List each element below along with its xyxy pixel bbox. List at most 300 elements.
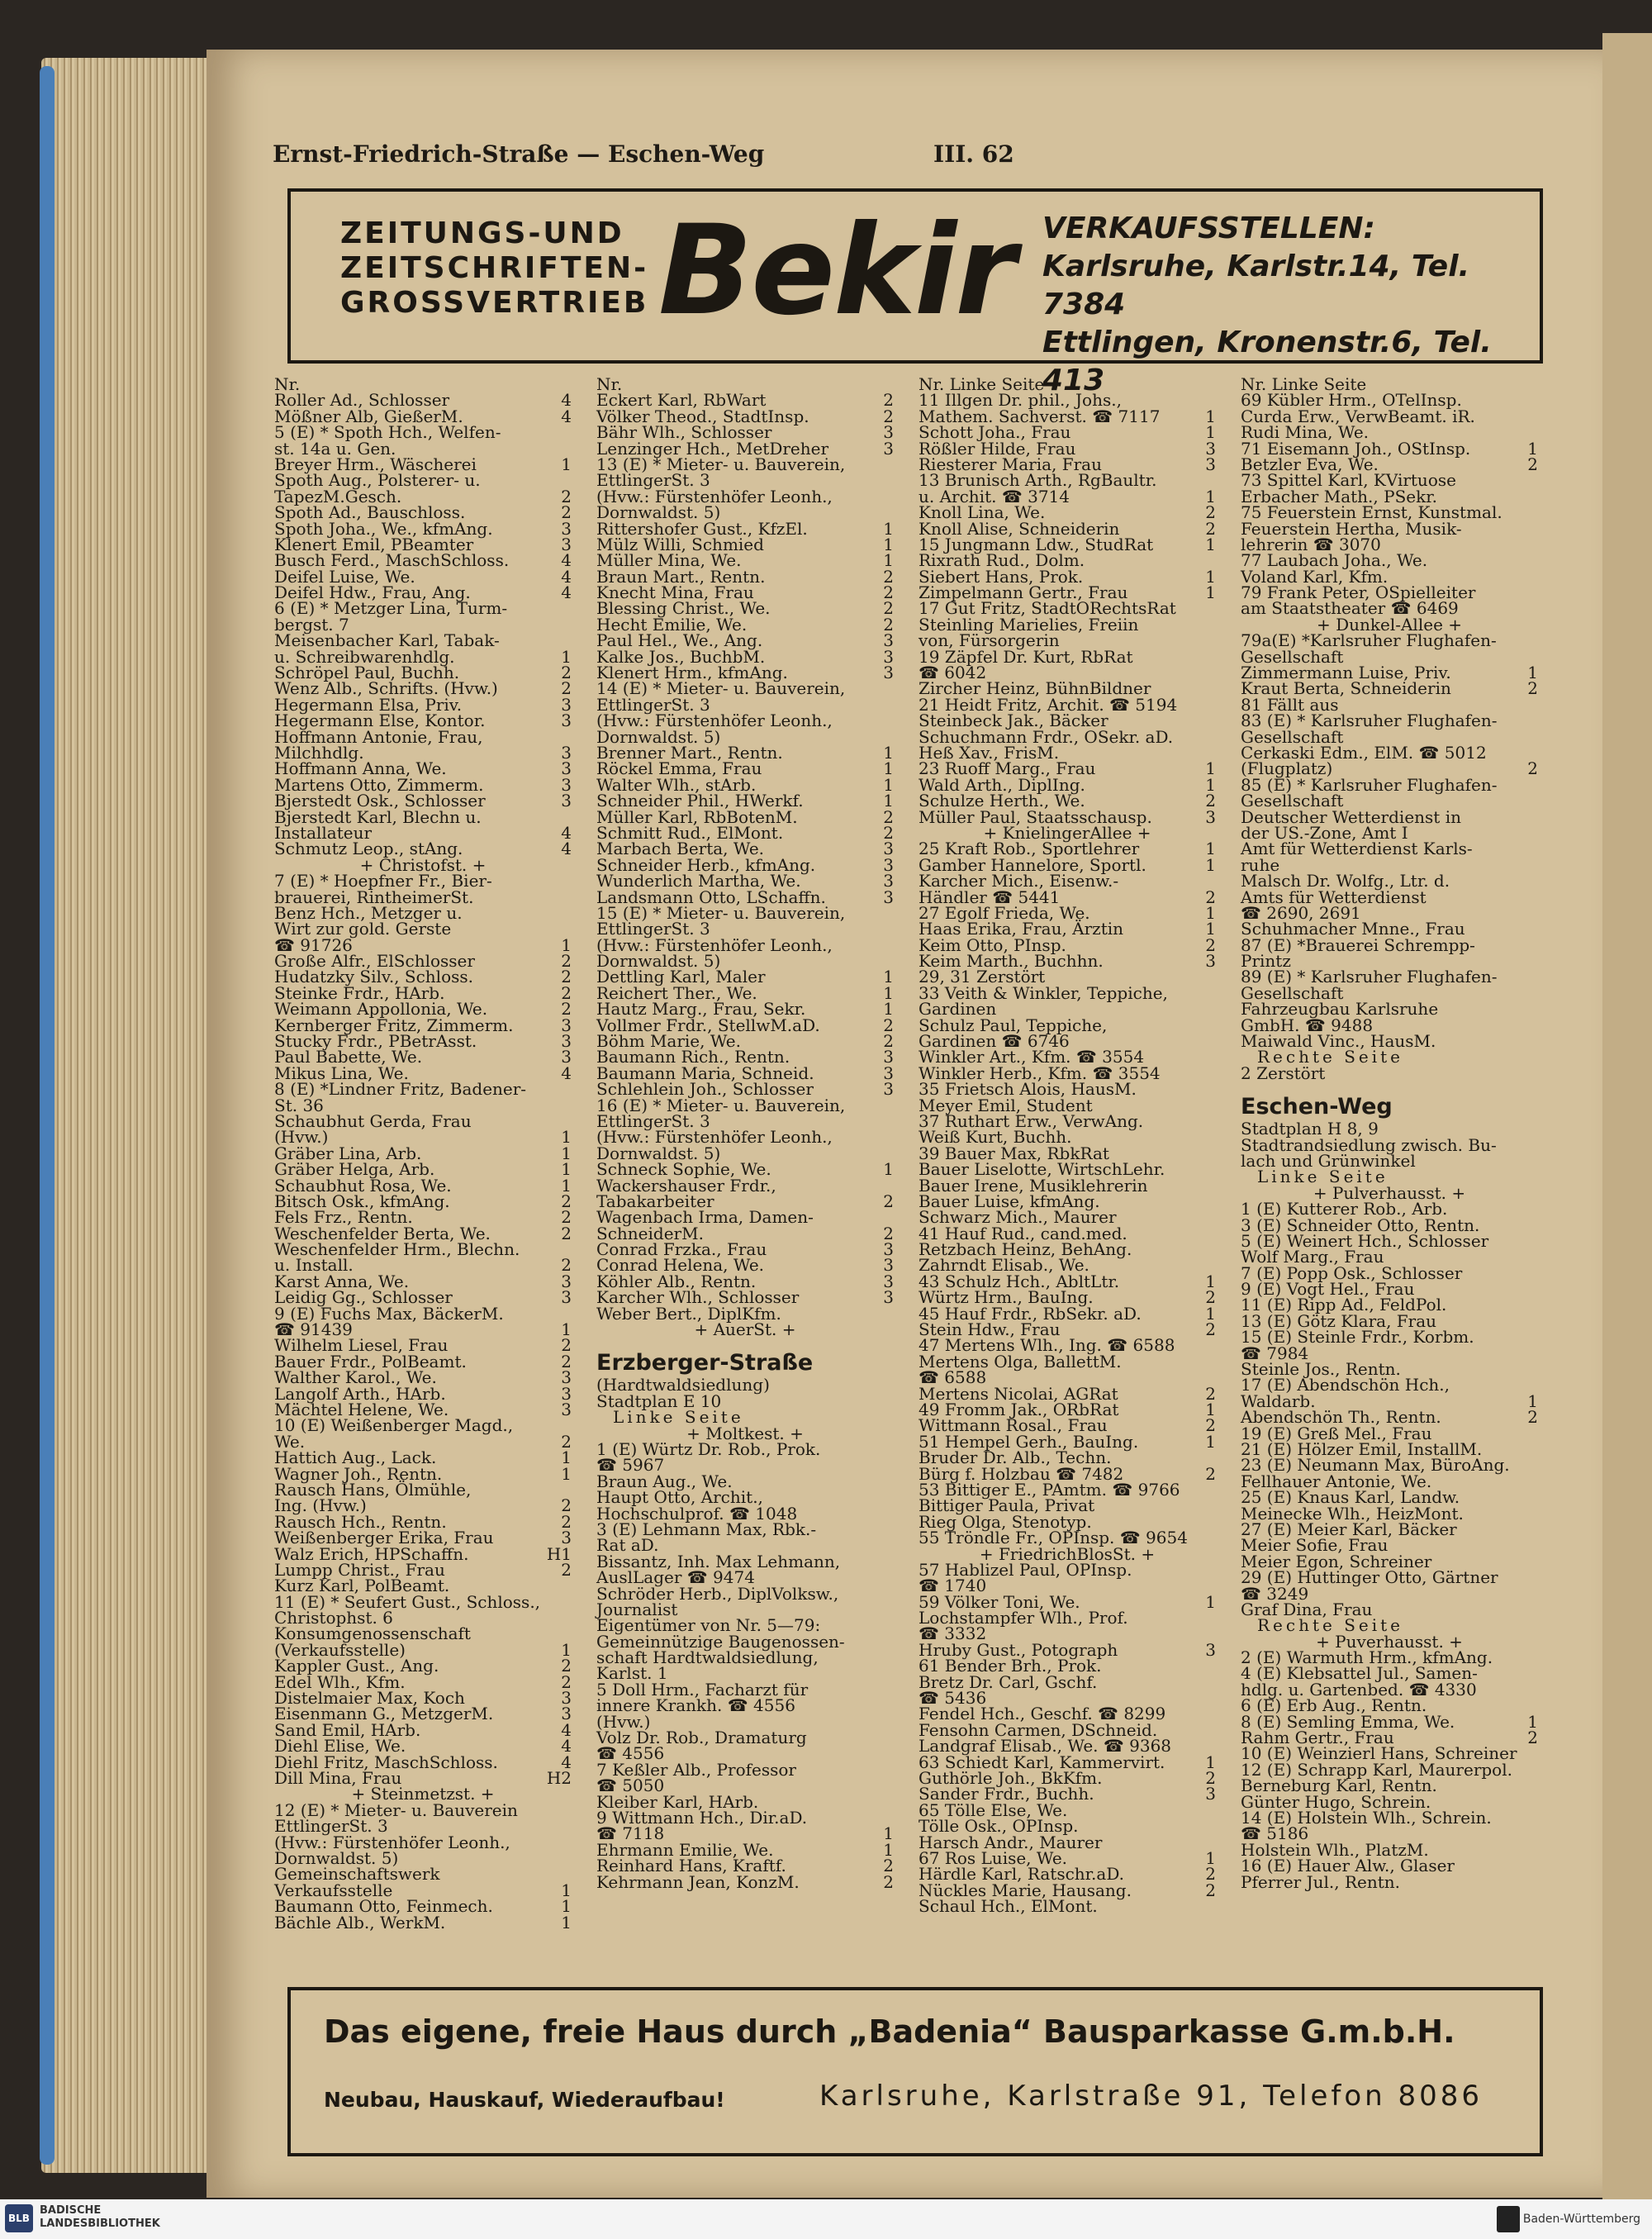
entry-text: 9 Wittmann Hch., Dir.aD.: [596, 1807, 808, 1828]
entry-text: Braun Aug., We.: [596, 1471, 733, 1491]
floor-number: 3: [883, 1271, 894, 1291]
entry-text: 67 Ros Luise, We.: [919, 1847, 1068, 1868]
floor-number: 2: [1205, 1463, 1216, 1484]
entry-text: Walz Erich, HPSchaffn.: [274, 1543, 469, 1564]
entry-text: Hoffmann Anna, We.: [274, 758, 447, 779]
entry-text: 23 (E) Neumann Max, BüroAng.: [1241, 1455, 1510, 1476]
ad-badenia-slogan: Neubau, Hauskauf, Wiederaufbau!: [324, 2088, 725, 2112]
entry-text: Müller Karl, RbBotenM.: [596, 806, 798, 827]
entry-text: Steinbeck Jak., Bäcker: [919, 711, 1108, 731]
entry-text: Heß Xav., FrisM.: [919, 742, 1060, 763]
entry-text: Landgraf Elisab., We. ☎ 9368: [919, 1736, 1172, 1756]
floor-number: 3: [883, 422, 894, 443]
entry-text: Eschen-Weg: [1241, 1094, 1393, 1120]
entry-text: SchneiderM.: [596, 1223, 704, 1243]
entry-text: 47 Mertens Wlh., Ing. ☎ 6588: [919, 1335, 1175, 1356]
entry-text: Schulz Paul, Teppiche,: [919, 1015, 1108, 1035]
entry-text: (Hvw.: Fürstenhöfer Leonh.,: [596, 711, 833, 731]
floor-number: 3: [883, 1079, 894, 1100]
entry-text: Schaul Hch., ElMont.: [919, 1896, 1098, 1917]
entry-text: Mülz Willi, Schmied: [596, 534, 764, 554]
entry-text: Hattich Aug., Lack.: [274, 1448, 437, 1468]
entry-text: 25 Kraft Rob., Sportlehrer: [919, 839, 1140, 859]
entry-text: Volz Dr. Rob., Dramaturg: [596, 1728, 807, 1748]
entry-text: 2 Zerstört: [1241, 1062, 1326, 1083]
entry-text: Tölle Osk., OPInsp.: [919, 1816, 1079, 1837]
entry-text: Gräber Lina, Arb.: [274, 1143, 422, 1163]
floor-number: 1: [883, 999, 894, 1020]
entry-text: Bauer Liselotte, WirtschLehr.: [919, 1159, 1165, 1180]
entry-text: We.: [274, 1431, 306, 1452]
entry-text: Linke Seite: [613, 1407, 744, 1428]
directory-entry: [1241, 1871, 1538, 1892]
floor-number: 3: [561, 1400, 572, 1419]
entry-text: von, Fürsorgerin: [919, 630, 1060, 651]
entry-text: Abendschön Th., Rentn.: [1241, 1407, 1441, 1428]
entry-text: Kernberger Fritz, Zimmerm.: [274, 1015, 514, 1035]
floor-number: 1: [1527, 1711, 1538, 1732]
entry-text: Hautz Marg., Frau, Sekr.: [596, 999, 806, 1020]
floor-number: 2: [561, 502, 572, 523]
floor-number: 1: [561, 1175, 572, 1196]
entry-text: Gräber Helga, Arb.: [274, 1159, 435, 1180]
entry-text: Gemeinschaftswerk: [274, 1864, 440, 1885]
entry-text: Harsch Andr., Maurer: [919, 1832, 1103, 1852]
entry-text: Bürg f. Holzbau ☎ 7482: [919, 1463, 1124, 1484]
entry-text: Bauer Luise, kfmAng.: [919, 1191, 1100, 1211]
entry-text: Haupt Otto, Archit.,: [596, 1487, 763, 1508]
entry-text: hdlg. u. Gartenbed. ☎ 4330: [1241, 1679, 1477, 1699]
floor-number: 1: [883, 967, 894, 987]
entry-text: Rechte Seite: [1257, 1047, 1404, 1067]
entry-text: Keim Marth., Buchhn.: [919, 951, 1104, 972]
floor-number: 2: [883, 614, 894, 635]
column-3: [919, 374, 1216, 1917]
entry-text: 25 (E) Knaus Karl, Landw.: [1241, 1487, 1460, 1508]
entry-text: Ehrmann Emilie, We.: [596, 1839, 774, 1860]
entry-text: ☎ 6588: [919, 1367, 987, 1388]
entry-text: brauerei, RintheimerSt.: [274, 887, 474, 907]
entry-text: Amts für Wetterdienst: [1241, 887, 1427, 907]
floor-number: 1: [1205, 1400, 1216, 1419]
entry-text: 12 (E) Schrapp Karl, Maurerpol.: [1241, 1759, 1512, 1780]
floor-number: 4: [561, 390, 572, 411]
entry-text: Rittershofer Gust., KfzEl.: [596, 518, 808, 539]
entry-text: Sand Emil, HArb.: [274, 1719, 421, 1740]
entry-text: Völker Theod., StadtInsp.: [596, 406, 809, 426]
entry-text: Mertens Nicolai, AGRat: [919, 1383, 1118, 1404]
entry-text: Steinke Frdr., HArb.: [274, 982, 445, 1003]
entry-text: Karlst. 1: [596, 1663, 668, 1684]
entry-text: Wolf Marg., Frau: [1241, 1247, 1384, 1267]
entry-text: 3 (E) Lehmann Max, Rbk.-: [596, 1519, 817, 1539]
entry-text: Zircher Heinz, BühnBildner: [919, 678, 1151, 699]
next-page-edge: [1602, 33, 1652, 2214]
entry-text: Erzberger-Straße: [596, 1350, 814, 1376]
viewer-footer: [0, 2199, 1652, 2239]
directory-entry: [1241, 841, 1538, 857]
entry-text: Wackershauser Frdr.,: [596, 1175, 776, 1196]
entry-text: Dornwaldst. 5): [596, 951, 721, 972]
floor-number: 1: [561, 1448, 572, 1468]
entry-text: 35 Frietsch Alois, HausM.: [919, 1079, 1137, 1100]
entry-text: (Flugplatz): [1241, 758, 1333, 779]
entry-text: 73 Spittel Karl, KVirtuose: [1241, 470, 1456, 491]
entry-text: Konsumgenossenschaft: [274, 1623, 471, 1644]
entry-text: + Puverhausst. +: [1316, 1631, 1463, 1652]
entry-text: (Hvw.): [596, 1711, 651, 1732]
floor-number: 2: [561, 967, 572, 987]
entry-text: Rausch Hch., Rentn.: [274, 1511, 447, 1532]
floor-number: 1: [561, 1880, 572, 1900]
entry-text: Eckert Karl, RbWart: [596, 390, 767, 411]
entry-text: Bitsch Osk., kfmAng.: [274, 1191, 450, 1211]
floor-number: 2: [561, 1351, 572, 1371]
entry-text: Knecht Mina, Frau: [596, 582, 754, 603]
floor-number: 2: [883, 1856, 894, 1876]
entry-text: 13 (E) * Mieter- u. Bauverein,: [596, 454, 846, 474]
ad-badenia-address: Karlsruhe, Karlstraße 91, Telefon 8086: [819, 2080, 1483, 2113]
floor-number: 3: [561, 694, 572, 715]
street-heading: [596, 1349, 894, 1377]
floor-number: 4: [561, 1736, 572, 1756]
entry-text: 37 Ruthart Erw., VerwAng.: [919, 1110, 1144, 1131]
entry-text: 5 Doll Hrm., Facharzt für: [596, 1679, 809, 1699]
entry-text: Bjerstedt Osk., Schlosser: [274, 791, 486, 811]
entry-text: 43 Schulz Hch., AbltLtr.: [919, 1271, 1120, 1291]
floor-number: 1: [1205, 919, 1216, 939]
entry-text: ☎ 5050: [596, 1776, 665, 1796]
street-heading: [1241, 1093, 1538, 1121]
entry-text: 71 Eisemann Joh., OStInsp.: [1241, 438, 1471, 459]
entry-text: Fensohn Carmen, DSchneid.: [919, 1719, 1158, 1740]
entry-text: ☎ 5967: [596, 1455, 665, 1476]
floor-number: 3: [561, 1271, 572, 1291]
entry-text: (Verkaufsstelle): [274, 1639, 406, 1660]
floor-number: 4: [561, 582, 572, 603]
entry-text: Ing. (Hvw.): [274, 1495, 367, 1516]
entry-text: 21 Heidt Fritz, Archit. ☎ 5194: [919, 694, 1178, 715]
entry-text: 9 (E) Fuchs Max, BäckerM.: [274, 1303, 504, 1324]
entry-text: + Christofst. +: [359, 854, 487, 875]
floor-number: 1: [1205, 1431, 1216, 1452]
entry-text: Feuerstein Hertha, Musik-: [1241, 518, 1462, 539]
entry-text: st. 14a u. Gen.: [274, 438, 396, 459]
entry-text: Christophst. 6: [274, 1608, 393, 1628]
floor-number: 2: [561, 486, 572, 506]
entry-text: Dornwaldst. 5): [596, 1143, 721, 1163]
floor-number: 1: [883, 774, 894, 795]
entry-text: Verkaufsstelle: [274, 1880, 393, 1900]
directory-columns: [274, 374, 1596, 1980]
entry-text: Braun Mart., Rentn.: [596, 566, 766, 587]
floor-number: 3: [883, 871, 894, 891]
entry-text: Hruby Gust., Potograph: [919, 1639, 1118, 1660]
entry-text: Fendel Hch., Geschf. ☎ 8299: [919, 1704, 1166, 1724]
entry-text: 8 (E) *Lindner Fritz, Badener-: [274, 1079, 527, 1100]
entry-text: Meier Sofie, Frau: [1241, 1535, 1389, 1556]
entry-text: Bruder Dr. Alb., Techn.: [919, 1448, 1112, 1468]
entry-text: Rechte Seite: [1257, 1615, 1404, 1636]
entry-text: Mächtel Helene, We.: [274, 1400, 449, 1419]
floor-number: 1: [561, 1319, 572, 1340]
entry-text: Betzler Eva, We.: [1241, 454, 1379, 474]
entry-text: Günter Hugo, Schrein.: [1241, 1791, 1431, 1812]
floor-number: 2: [561, 1495, 572, 1516]
entry-text: 5 (E) * Spoth Hch., Welfen-: [274, 422, 501, 443]
entry-text: ☎ 3332: [919, 1623, 987, 1644]
floor-number: 2: [1205, 887, 1216, 907]
entry-text: Voland Karl, Kfm.: [1241, 566, 1389, 587]
entry-text: + Pulverhausst. +: [1313, 1182, 1466, 1203]
entry-text: Zahrndt Elisab., We.: [919, 1255, 1089, 1276]
entry-text: + Steinmetzst. +: [351, 1784, 495, 1804]
entry-text: Gardinen: [919, 999, 997, 1020]
entry-text: Zimpelmann Gertr., Frau: [919, 582, 1128, 603]
entry-text: Weschenfelder Berta, We.: [274, 1223, 491, 1243]
floor-number: 2: [883, 582, 894, 603]
entry-text: am Staatstheater ☎ 6469: [1241, 598, 1459, 619]
ad-line: VERKAUFSSTELLEN:: [1042, 212, 1375, 245]
entry-text: Bähr Wlh., Schlosser: [596, 422, 772, 443]
entry-text: 51 Hempel Gerh., BauIng.: [919, 1431, 1139, 1452]
entry-text: 16 (E) Hauer Alw., Glaser: [1241, 1856, 1455, 1876]
floor-number: 1: [561, 1896, 572, 1917]
entry-text: ☎ 3249: [1241, 1583, 1309, 1604]
entry-text: bergst. 7: [274, 614, 349, 635]
entry-text: Wagner Joh., Rentn.: [274, 1463, 443, 1484]
floor-number: 3: [883, 1239, 894, 1260]
entry-text: Hegermann Else, Kontor.: [274, 711, 486, 731]
entry-text: Gesellschaft: [1241, 726, 1344, 747]
entry-text: Langolf Arth., HArb.: [274, 1383, 446, 1404]
book-spine: [40, 66, 55, 2165]
entry-text: Wenz Alb., Schrifts. (Hvw.): [274, 678, 498, 699]
entry-text: 45 Hauf Frdr., RbSekr. aD.: [919, 1303, 1142, 1324]
entry-text: Schaubhut Rosa, We.: [274, 1175, 452, 1196]
entry-text: St. 36: [274, 1095, 324, 1115]
floor-number: 3: [561, 1383, 572, 1404]
entry-text: 89 (E) * Karlsruher Flughafen-: [1241, 967, 1498, 987]
floor-number: 1: [561, 1127, 572, 1148]
entry-text: Meisenbacher Karl, Tabak-: [274, 630, 500, 651]
floor-number: 2: [1205, 1767, 1216, 1788]
floor-number: 1: [561, 1159, 572, 1180]
entry-text: Röckel Emma, Frau: [596, 758, 762, 779]
entry-text: TapezM.Gesch.: [274, 486, 402, 506]
entry-text: Pferrer Jul., Rentn.: [1241, 1871, 1400, 1892]
entry-text: Meier Egon, Schreiner: [1241, 1551, 1432, 1571]
floor-number: 1: [1205, 1591, 1216, 1612]
floor-number: 2: [561, 1223, 572, 1243]
floor-number: 3: [561, 1704, 572, 1724]
entry-text: Wagenbach Irma, Damen-: [596, 1207, 814, 1228]
floor-number: 2: [883, 390, 894, 411]
entry-text: Nr. Linke Seite: [919, 374, 1045, 394]
entry-text: Schuchmann Frdr., OSekr. aD.: [919, 726, 1174, 747]
entry-text: Walther Karol., We.: [274, 1367, 437, 1388]
floor-number: 3: [883, 887, 894, 907]
floor-number: 1: [1205, 758, 1216, 779]
floor-number: 2: [883, 1015, 894, 1035]
ad-line: GROSSVERTRIEB: [340, 286, 649, 320]
ad-badenia: [287, 1987, 1543, 2156]
entry-text: Dill Mina, Frau: [274, 1767, 402, 1788]
entry-text: Curda Erw., VerwBeamt. iR.: [1241, 406, 1475, 426]
floor-number: 2: [883, 1871, 894, 1892]
entry-text: 13 Brunisch Arth., RgBaultr.: [919, 470, 1157, 491]
entry-text: + KnielingerAllee +: [983, 822, 1151, 843]
entry-text: Marbach Berta, We.: [596, 839, 765, 859]
entry-text: 39 Bauer Max, RbkRat: [919, 1143, 1109, 1163]
entry-text: 83 (E) * Karlsruher Flughafen-: [1241, 711, 1498, 731]
floor-number: 3: [561, 1688, 572, 1709]
entry-text: + FriedrichBlosSt. +: [979, 1543, 1156, 1564]
entry-text: 14 (E) * Mieter- u. Bauverein,: [596, 678, 846, 699]
ad-line: ZEITSCHRIFTEN-: [340, 251, 649, 285]
entry-text: Fellhauer Antonie, We.: [1241, 1471, 1432, 1491]
entry-text: Gesellschaft: [1241, 646, 1344, 667]
entry-text: Härdle Karl, Ratschr.aD.: [919, 1864, 1125, 1885]
entry-text: Installateur: [274, 822, 373, 843]
floor-number: 1: [561, 1912, 572, 1932]
entry-text: Böhm Marie, We.: [596, 1031, 741, 1052]
entry-text: Printz: [1241, 951, 1291, 972]
entry-text: 17 Gut Fritz, StadtORechtsRat: [919, 598, 1176, 619]
cross-street: [596, 1319, 894, 1340]
entry-text: Karcher Wlh., Schlosser: [596, 1287, 800, 1308]
entry-text: Bauer Irene, Musiklehrerin: [919, 1175, 1148, 1196]
entry-text: Klenert Emil, PBeamter: [274, 534, 474, 554]
entry-text: Hegermann Elsa, Priv.: [274, 694, 463, 715]
entry-text: Hecht Emilie, We.: [596, 614, 748, 635]
entry-text: ☎ 5436: [919, 1688, 987, 1709]
ad-line: ZEITUNGS-UND: [340, 216, 624, 250]
floor-number: 2: [561, 1656, 572, 1676]
entry-text: Schmitt Rud., ElMont.: [596, 822, 784, 843]
entry-text: 17 (E) Abendschön Hch.,: [1241, 1375, 1450, 1395]
entry-text: Breyer Hrm., Wäscherei: [274, 454, 477, 474]
directory-entry: [1241, 1062, 1538, 1083]
entry-text: 3 (E) Schneider Otto, Rentn.: [1241, 1215, 1480, 1235]
entry-text: Karst Anna, We.: [274, 1271, 410, 1291]
floor-number: 2: [561, 1255, 572, 1276]
entry-text: 7 Keßler Alb., Professor: [596, 1759, 796, 1780]
entry-text: (Hvw.: Fürstenhöfer Leonh.,: [596, 1127, 833, 1148]
column-4: [1241, 374, 1538, 1892]
entry-text: 15 Jungmann Ldw., StudRat: [919, 534, 1154, 554]
entry-text: Lumpp Christ., Frau: [274, 1559, 445, 1580]
directory-entry: [1241, 1081, 1538, 1093]
entry-text: Zimmermann Luise, Priv.: [1241, 663, 1451, 683]
entry-text: Schneider Phil., HWerkf.: [596, 791, 804, 811]
entry-text: Baumann Otto, Feinmech.: [274, 1896, 493, 1917]
entry-text: 14 (E) Holstein Wlh., Schrein.: [1241, 1807, 1492, 1828]
floor-number: 1: [1205, 1303, 1216, 1324]
entry-text: Dornwaldst. 5): [596, 726, 721, 747]
entry-text: EttlingerSt. 3: [274, 1816, 388, 1837]
entry-text: Schröpel Paul, Buchh.: [274, 663, 460, 683]
floor-number: 3: [883, 1062, 894, 1083]
floor-number: 4: [561, 1062, 572, 1083]
entry-text: Mößner Alb, GießerM.: [274, 406, 463, 426]
entry-text: Stein Hdw., Frau: [919, 1319, 1061, 1340]
floor-number: 3: [1205, 454, 1216, 474]
floor-number: 3: [1205, 1639, 1216, 1660]
entry-text: Rieg Olga, Stenotyp.: [919, 1511, 1092, 1532]
floor-number: 3: [1205, 806, 1216, 827]
floor-number: 4: [561, 822, 572, 843]
entry-text: Stadtplan H 8, 9: [1241, 1119, 1379, 1139]
entry-text: Hoffmann Antonie, Frau,: [274, 726, 483, 747]
entry-text: Gesellschaft: [1241, 982, 1344, 1003]
entry-text: Nückles Marie, Hausang.: [919, 1880, 1132, 1900]
floor-number: 2: [1205, 1415, 1216, 1436]
entry-text: 10 (E) Weißenberger Magd.,: [274, 1415, 514, 1436]
floor-number: 2: [883, 1223, 894, 1243]
ad-bekir-brand: Bekir: [658, 199, 1015, 343]
entry-text: Schmutz Leop., stAng.: [274, 839, 463, 859]
entry-text: Fels Frz., Rentn.: [274, 1207, 413, 1228]
entry-text: 29, 31 Zerstört: [919, 967, 1046, 987]
floor-number: 3: [561, 742, 572, 763]
floor-number: 2: [883, 406, 894, 426]
header-streets: Ernst-Friedrich-Straße — Eschen-Weg: [273, 140, 765, 168]
entry-text: Schott Joha., Frau: [919, 422, 1071, 443]
floor-number: 1: [1205, 486, 1216, 506]
floor-number: 2: [1205, 1880, 1216, 1900]
floor-number: 2: [561, 1191, 572, 1211]
floor-number: 1: [883, 982, 894, 1003]
floor-number: 1: [1205, 534, 1216, 554]
directory-entry: [596, 1871, 894, 1892]
floor-number: 3: [561, 1015, 572, 1035]
entry-text: schaft Hardtwaldsiedlung,: [596, 1647, 819, 1668]
entry-text: Weschenfelder Hrm., Blechn.: [274, 1239, 520, 1260]
entry-text: 7 (E) * Hoepfner Fr., Bier-: [274, 871, 492, 891]
entry-text: Kehrmann Jean, KonzM.: [596, 1871, 800, 1892]
blb-name: [40, 2204, 160, 2231]
entry-text: 6 (E) * Metzger Lina, Turm-: [274, 598, 508, 619]
blb-logo-icon: BLB: [5, 2204, 33, 2232]
floor-number: 1: [883, 550, 894, 571]
entry-text: ☎ 91726: [274, 934, 353, 955]
entry-text: ☎ 7118: [596, 1823, 665, 1844]
entry-text: Waldarb.: [1241, 1390, 1316, 1411]
entry-text: Nr.: [596, 374, 623, 394]
entry-text: Guthörle Joh., BkKfm.: [919, 1767, 1103, 1788]
floor-number: 1: [561, 1143, 572, 1163]
floor-number: 3: [561, 1528, 572, 1548]
entry-text: Baumann Maria, Schneid.: [596, 1062, 814, 1083]
floor-number: 3: [1205, 438, 1216, 459]
entry-text: Bjerstedt Karl, Blechn u.: [274, 806, 482, 827]
bw-crest-icon: [1497, 2206, 1520, 2232]
entry-text: Weber Bert., DiplKfm.: [596, 1303, 781, 1324]
floor-number: 2: [1527, 758, 1538, 779]
entry-text: Distelmaier Max, Koch: [274, 1688, 465, 1709]
entry-text: 8 (E) Semling Emma, We.: [1241, 1711, 1455, 1732]
floor-number: 3: [561, 758, 572, 779]
entry-text: Diehl Elise, We.: [274, 1736, 406, 1756]
entry-text: 16 (E) * Mieter- u. Bauverein,: [596, 1095, 846, 1115]
entry-text: 49 Fromm Jak., ORbRat: [919, 1400, 1119, 1419]
entry-text: Rausch Hans, Ölmühle,: [274, 1479, 472, 1500]
floor-number: 1: [883, 742, 894, 763]
floor-number: 1: [1527, 438, 1538, 459]
directory-entry: [596, 1338, 894, 1349]
entry-text: ☎ 4556: [596, 1743, 665, 1764]
